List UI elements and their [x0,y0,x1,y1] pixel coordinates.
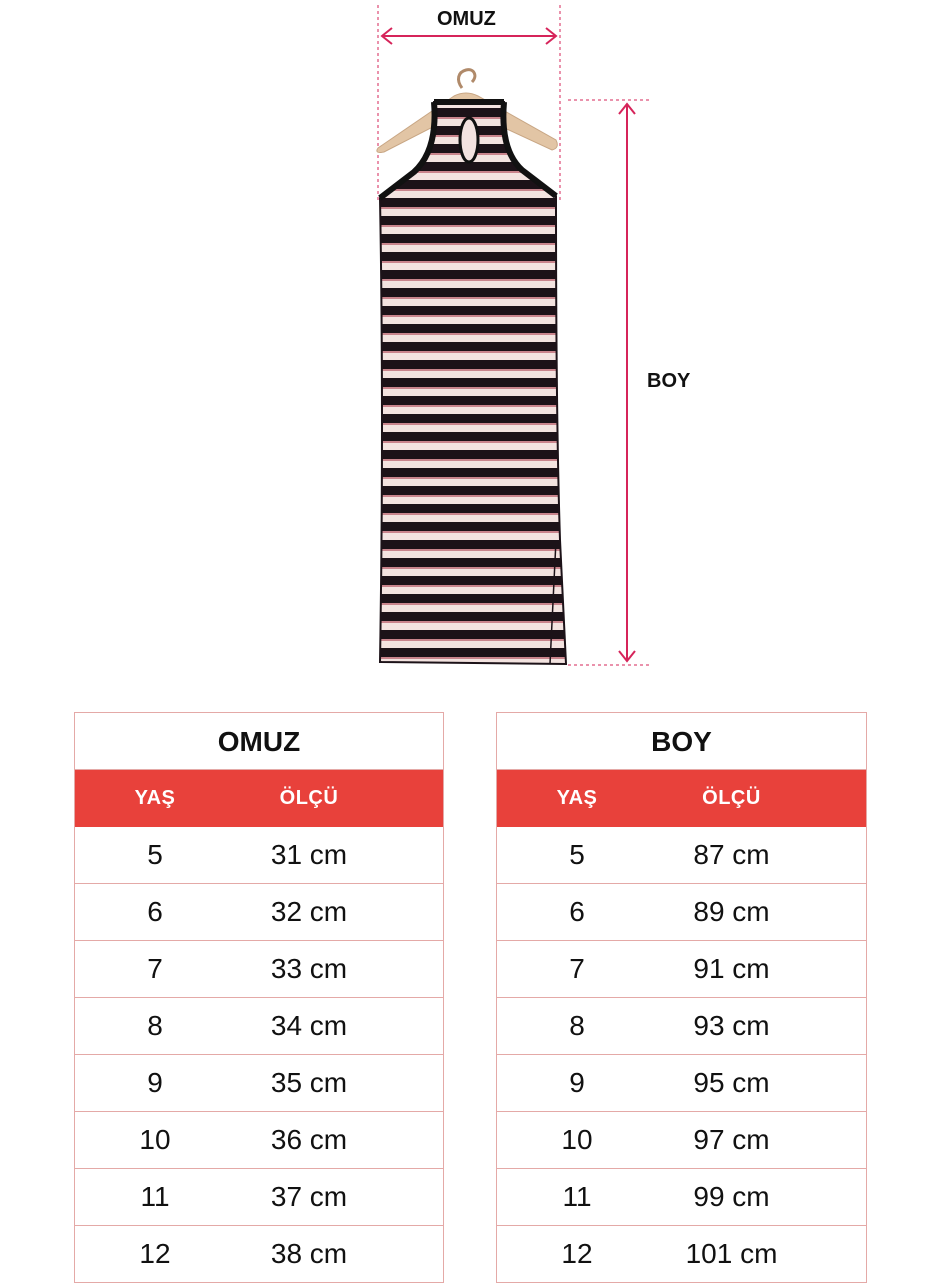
size-cell: 37 cm [270,1181,348,1212]
size-cell: 101 cm [685,1238,778,1269]
column-header-age: YAŞ [556,787,598,809]
table-row [75,1168,443,1225]
striped-dress [380,102,566,664]
column-header-size: ÖLÇÜ [702,787,761,809]
shoulder-size-table [74,712,444,1283]
table-body [497,827,866,1282]
table-row [75,940,443,997]
age-cell: 11 [562,1181,592,1212]
age-cell: 6 [569,896,585,927]
length-label: BOY [647,370,691,392]
table-row [497,1168,866,1225]
age-cell: 8 [569,1010,585,1041]
age-cell: 10 [139,1124,171,1155]
size-cell: 89 cm [693,896,770,927]
size-cell: 33 cm [270,953,348,984]
table-row [497,1054,866,1111]
size-cell: 87 cm [693,839,770,870]
table-row [497,1111,866,1168]
length-size-table [496,712,867,1283]
size-cell: 38 cm [270,1238,348,1269]
table-row [497,883,866,940]
table-row [497,997,866,1054]
age-cell: 12 [561,1238,593,1269]
age-cell: 9 [569,1067,585,1098]
size-cell: 32 cm [270,896,348,927]
table-header-row [497,770,866,827]
size-cell: 99 cm [693,1181,770,1212]
size-cell: 97 cm [693,1124,770,1155]
size-cell: 34 cm [270,1010,348,1041]
age-cell: 7 [147,953,163,984]
size-cell: 95 cm [693,1067,770,1098]
table-row [75,1225,443,1282]
age-cell: 9 [147,1067,163,1098]
age-cell: 8 [147,1010,163,1041]
table-row [75,1111,443,1168]
table-header-row [75,770,443,827]
table-row [497,1225,866,1282]
table-row [75,883,443,940]
size-cell: 91 cm [693,953,770,984]
age-cell: 5 [569,839,585,870]
table-body [75,827,443,1282]
age-cell: 5 [147,839,163,870]
table-row [75,997,443,1054]
table-title: OMUZ [75,713,443,770]
table-title: BOY [497,713,866,770]
table-row [497,940,866,997]
size-cell: 31 cm [270,839,348,870]
column-header-size: ÖLÇÜ [279,787,339,809]
age-cell: 11 [140,1181,170,1212]
table-row [497,827,866,883]
table-row [75,1054,443,1111]
shoulder-label: OMUZ [437,8,496,30]
size-cell: 35 cm [270,1067,348,1098]
age-cell: 6 [147,896,163,927]
size-cell: 36 cm [270,1124,348,1155]
table-row [75,827,443,883]
age-cell: 10 [561,1124,593,1155]
age-cell: 12 [139,1238,171,1269]
size-cell: 93 cm [693,1010,770,1041]
length-arrow [619,104,635,661]
column-header-age: YAŞ [134,787,176,809]
age-cell: 7 [569,953,585,984]
